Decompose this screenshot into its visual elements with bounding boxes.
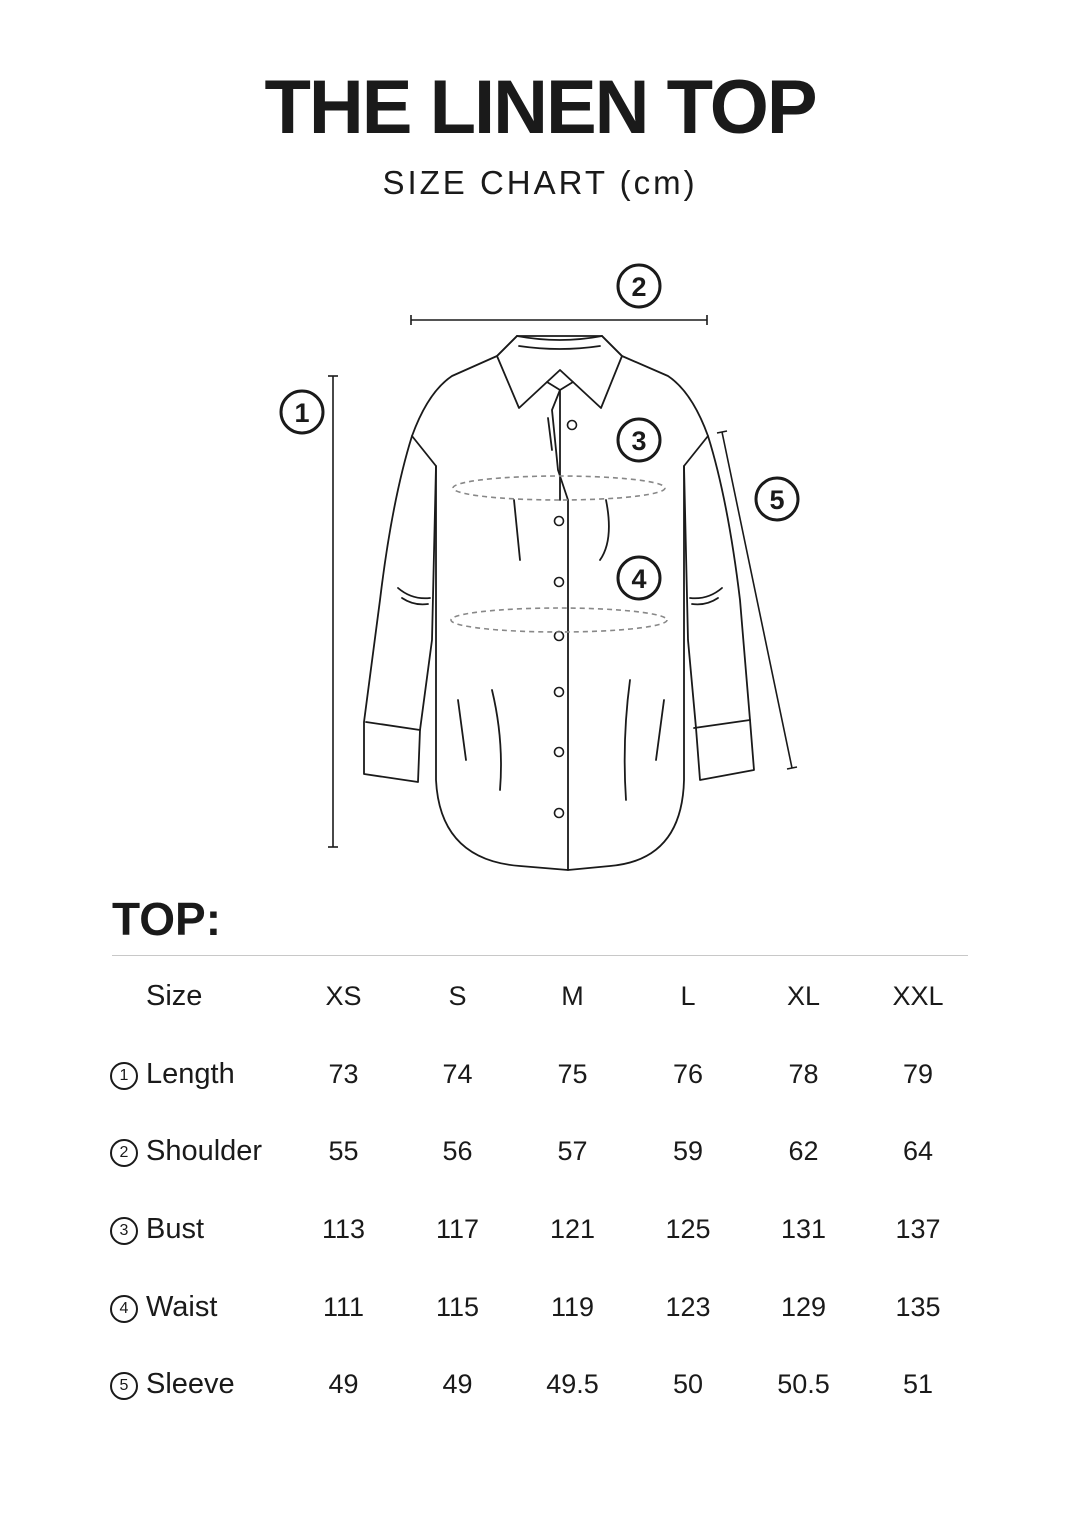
- table-cell: 137: [895, 1214, 941, 1245]
- marker-2-label: 2: [631, 272, 647, 302]
- table-cell: 78: [788, 1058, 819, 1089]
- table-cell: 111: [322, 1291, 365, 1322]
- table-cell: 123: [665, 1291, 711, 1322]
- table-row: [104, 1191, 974, 1269]
- page-subtitle: SIZE CHART (cm): [382, 164, 698, 201]
- table-cell: 50: [672, 1369, 704, 1400]
- left-sleeve: [364, 436, 436, 782]
- table-cell: 125: [665, 1214, 711, 1245]
- row-number-badge: 5: [110, 1372, 138, 1400]
- row-number-badge: 2: [110, 1139, 138, 1167]
- table-cell: 129: [780, 1291, 827, 1322]
- table-cell: 62: [788, 1136, 819, 1167]
- table-cell: 113: [321, 1214, 366, 1245]
- table-cell: 135: [895, 1291, 941, 1322]
- size-table: [104, 958, 974, 1424]
- size-header: XXL: [892, 981, 944, 1012]
- row-label-text: Waist: [146, 1290, 218, 1323]
- table-cell: 131: [780, 1214, 827, 1245]
- size-header: S: [448, 981, 467, 1012]
- table-cell: 50.5: [777, 1369, 830, 1400]
- divider: [112, 955, 968, 956]
- table-cell: 55: [328, 1136, 359, 1167]
- table-cell: 115: [435, 1291, 480, 1322]
- row-label-text: Length: [146, 1057, 235, 1090]
- size-header: M: [561, 981, 584, 1012]
- row-label-text: Sleeve: [146, 1368, 235, 1401]
- shirt-measurement-diagram: [0, 240, 1080, 880]
- table-row: [104, 1268, 974, 1346]
- table-cell: 49: [328, 1369, 359, 1400]
- table-cell: 51: [902, 1369, 934, 1400]
- table-row: [104, 1036, 974, 1114]
- table-cell: 119: [550, 1291, 595, 1322]
- marker-5-label: 5: [769, 485, 785, 515]
- table-cell: 49.5: [546, 1369, 599, 1400]
- bust-guide: [453, 476, 665, 500]
- table-row: [104, 1346, 974, 1424]
- table-cell: 76: [672, 1058, 704, 1089]
- table-cell: 79: [902, 1058, 934, 1089]
- table-cell: 74: [442, 1058, 473, 1089]
- marker-3-label: 3: [631, 426, 647, 456]
- marker-1-label: 1: [294, 398, 310, 428]
- table-cell: 64: [902, 1136, 934, 1167]
- table-cell: 59: [672, 1136, 704, 1167]
- table-cell: 117: [435, 1214, 480, 1245]
- table-cell: 57: [557, 1136, 588, 1167]
- size-header-label: Size: [146, 980, 203, 1013]
- section-title: TOP:: [112, 893, 222, 945]
- size-header: XS: [325, 981, 362, 1012]
- marker-4-label: 4: [631, 564, 647, 594]
- table-cell: 49: [442, 1369, 473, 1400]
- sleeve-line: [722, 432, 792, 768]
- row-number-badge: 1: [110, 1062, 138, 1090]
- size-header: XL: [786, 981, 821, 1012]
- page-title: THE LINEN TOP: [264, 65, 816, 150]
- table-cell: 75: [557, 1058, 588, 1089]
- shirt-buttons: [555, 421, 577, 818]
- row-label: [104, 1113, 286, 1191]
- table-cell: 56: [442, 1136, 473, 1167]
- row-label-text: Shoulder: [146, 1135, 263, 1168]
- table-row: [104, 1113, 974, 1191]
- row-label: [104, 1191, 286, 1269]
- table-cell: 73: [328, 1058, 359, 1089]
- size-header: L: [680, 981, 696, 1012]
- row-label: [104, 1346, 286, 1424]
- row-number-badge: 4: [110, 1295, 138, 1323]
- row-label: [104, 1036, 286, 1114]
- row-number-badge: 3: [110, 1217, 138, 1245]
- waist-guide: [451, 608, 667, 632]
- table-cell: 121: [549, 1214, 596, 1245]
- row-label: [104, 1268, 286, 1346]
- table-header-row: [104, 958, 974, 1036]
- row-label-text: Bust: [146, 1213, 205, 1246]
